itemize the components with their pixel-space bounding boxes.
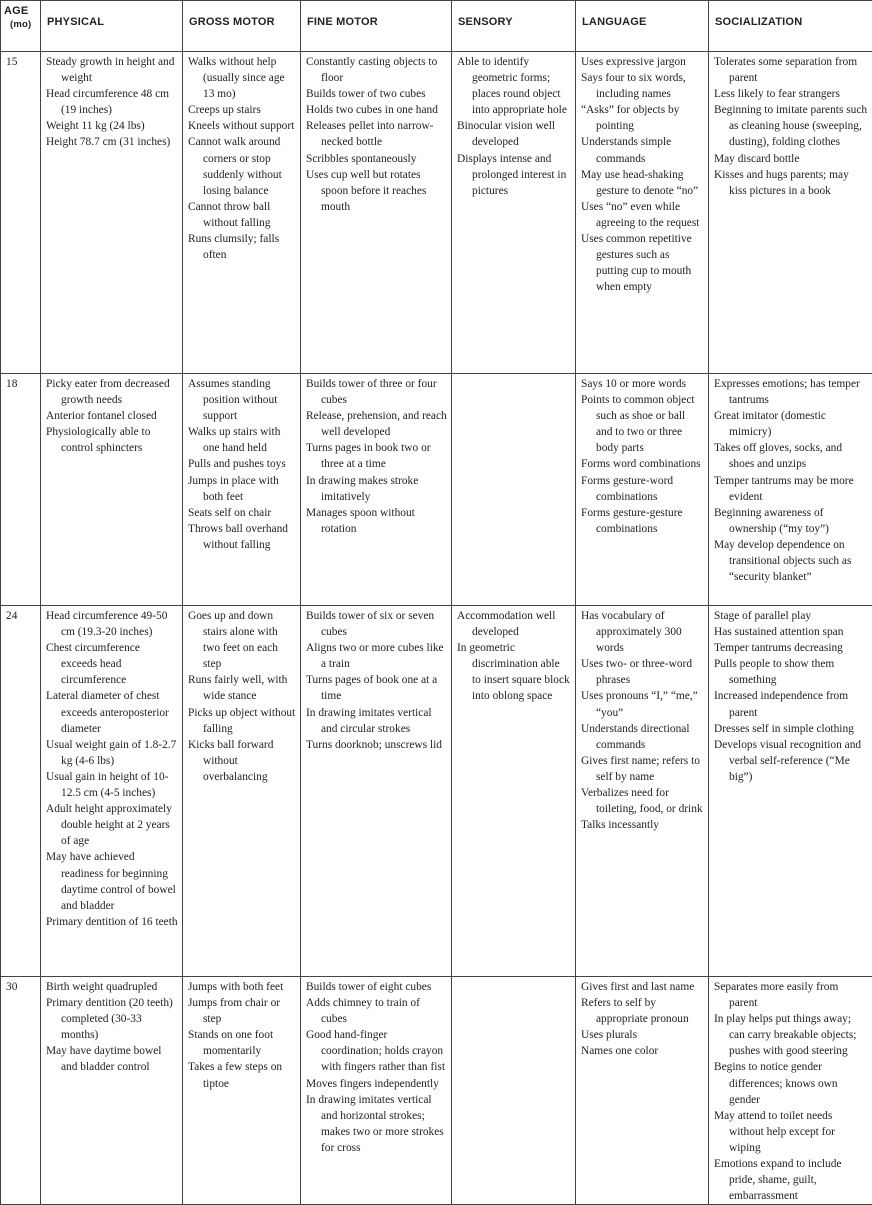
- header-age-label: AGE: [4, 5, 28, 17]
- socialization-cell: [709, 977, 872, 1205]
- list-item: Adult height approximately double height at 2 years of age: [46, 801, 178, 849]
- list-item: Release, prehension, and reach well developed: [306, 408, 447, 440]
- list-item: Head circumference 49-50 cm (19.3-20 inches): [46, 608, 178, 640]
- list-item: In drawing makes stroke imitatively: [306, 473, 447, 505]
- list-item: Great imitator (domestic mimicry): [714, 408, 868, 440]
- list-item: Forms gesture-gesture combinations: [581, 505, 704, 537]
- list-item: Manages spoon without rotation: [306, 505, 447, 537]
- list-item: Names one color: [581, 1043, 704, 1059]
- list-item: Stands on one foot momentarily: [188, 1027, 296, 1059]
- list-item: Throws ball overhand without falling: [188, 521, 296, 553]
- list-item: Uses expressive jargon: [581, 54, 704, 70]
- list-item: Accommodation well developed: [457, 608, 571, 640]
- list-item: Steady growth in height and weight: [46, 54, 178, 86]
- socialization-cell: [709, 52, 872, 374]
- list-item: Forms gesture-word combinations: [581, 473, 704, 505]
- list-item: Kisses and hugs parents; may kiss pictures in a book: [714, 167, 868, 199]
- age-cell: 30: [1, 977, 41, 1205]
- list-item: In drawing imitates vertical and circular strokes: [306, 705, 447, 737]
- list-item: Constantly casting objects to floor: [306, 54, 447, 86]
- header-physical: PHYSICAL: [41, 1, 183, 52]
- fine-motor-cell: [301, 977, 452, 1205]
- list-item: Primary dentition of 16 teeth: [46, 914, 178, 930]
- list-item: Jumps with both feet: [188, 979, 296, 995]
- header-age-unit: (mo): [4, 18, 36, 31]
- list-item: Builds tower of six or seven cubes: [306, 608, 447, 640]
- table-body: [1, 52, 872, 1205]
- fine-motor-cell: [301, 606, 452, 977]
- list-item: Stage of parallel play: [714, 608, 868, 624]
- list-item: In geometric discrimination able to insert square block into oblong space: [457, 640, 571, 704]
- header-gross-motor: GROSS MOTOR: [183, 1, 301, 52]
- list-item: Binocular vision well developed: [457, 118, 571, 150]
- list-item: Picks up object without falling: [188, 705, 296, 737]
- gross-motor-cell: [183, 374, 301, 606]
- list-item: In drawing imitates vertical and horizontal strokes; makes two or more strokes for cross: [306, 1092, 447, 1156]
- list-item: Displays intense and prolonged interest in pictures: [457, 151, 571, 199]
- list-item: Usual weight gain of 1.8-2.7 kg (4-6 lbs): [46, 737, 178, 769]
- language-cell: [576, 606, 709, 977]
- fine-motor-cell: [301, 52, 452, 374]
- list-item: Chest circumference exceeds head circumference: [46, 640, 178, 688]
- list-item: Says 10 or more words: [581, 376, 704, 392]
- language-cell: [576, 977, 709, 1205]
- list-item: May have daytime bowel and bladder control: [46, 1043, 178, 1075]
- list-item: Aligns two or more cubes like a train: [306, 640, 447, 672]
- language-cell: [576, 374, 709, 606]
- sensory-cell: [452, 606, 576, 977]
- list-item: Beginning to imitate parents such as cleaning house (sweeping, dusting), folding clothes: [714, 102, 868, 150]
- list-item: Kicks ball forward without overbalancing: [188, 737, 296, 785]
- list-item: Good hand-finger coordination; holds crayon with fingers rather than fist: [306, 1027, 447, 1075]
- list-item: Builds tower of two cubes: [306, 86, 447, 102]
- list-item: Uses “no” even while agreeing to the request: [581, 199, 704, 231]
- header-row: [1, 1, 872, 52]
- list-item: Uses two- or three-word phrases: [581, 656, 704, 688]
- physical-cell: [41, 977, 183, 1205]
- list-item: May attend to toilet needs without help except for wiping: [714, 1108, 868, 1156]
- table-row: [1, 606, 872, 977]
- list-item: Has sustained attention span: [714, 624, 868, 640]
- list-item: Physiologically able to control sphincters: [46, 424, 178, 456]
- list-item: Has vocabulary of approximately 300 words: [581, 608, 704, 656]
- list-item: Seats self on chair: [188, 505, 296, 521]
- list-item: Emotions expand to include pride, shame, guilt, embarrassment: [714, 1156, 868, 1204]
- list-item: Expresses emotions; has temper tantrums: [714, 376, 868, 408]
- list-item: Temper tantrums may be more evident: [714, 473, 868, 505]
- list-item: In play helps put things away; can carry breakable objects; pushes with good steering: [714, 1011, 868, 1059]
- socialization-cell: [709, 606, 872, 977]
- list-item: Anterior fontanel closed: [46, 408, 178, 424]
- list-item: Runs fairly well, with wide stance: [188, 672, 296, 704]
- list-item: Gives first name; refers to self by name: [581, 753, 704, 785]
- list-item: Moves fingers independently: [306, 1076, 447, 1092]
- age-cell: 18: [1, 374, 41, 606]
- list-item: Creeps up stairs: [188, 102, 296, 118]
- sensory-cell: [452, 977, 576, 1205]
- list-item: May discard bottle: [714, 151, 868, 167]
- list-item: Height 78.7 cm (31 inches): [46, 134, 178, 150]
- list-item: Temper tantrums decreasing: [714, 640, 868, 656]
- list-item: Takes a few steps on tiptoe: [188, 1059, 296, 1091]
- sensory-cell: [452, 374, 576, 606]
- header-fine-motor: FINE MOTOR: [301, 1, 452, 52]
- list-item: Birth weight quadrupled: [46, 979, 178, 995]
- list-item: Uses plurals: [581, 1027, 704, 1043]
- list-item: Forms word combinations: [581, 456, 704, 472]
- list-item: Turns pages in book two or three at a time: [306, 440, 447, 472]
- list-item: Runs clumsily; falls often: [188, 231, 296, 263]
- list-item: Weight 11 kg (24 lbs): [46, 118, 178, 134]
- list-item: Takes off gloves, socks, and shoes and unzips: [714, 440, 868, 472]
- list-item: Walks without help (usually since age 13 mo): [188, 54, 296, 102]
- list-item: Less likely to fear strangers: [714, 86, 868, 102]
- list-item: May have achieved readiness for beginning daytime control of bowel and bladder: [46, 849, 178, 913]
- age-cell: 24: [1, 606, 41, 977]
- list-item: Head circumference 48 cm (19 inches): [46, 86, 178, 118]
- list-item: May use head-shaking gesture to denote “no”: [581, 167, 704, 199]
- table-row: [1, 52, 872, 374]
- list-item: Primary dentition (20 teeth) completed (30-33 months): [46, 995, 178, 1043]
- list-item: Usual gain in height of 10-12.5 cm (4-5 inches): [46, 769, 178, 801]
- list-item: Kneels without support: [188, 118, 296, 134]
- list-item: Turns doorknob; unscrews lid: [306, 737, 447, 753]
- fine-motor-cell: [301, 374, 452, 606]
- sensory-cell: [452, 52, 576, 374]
- list-item: Holds two cubes in one hand: [306, 102, 447, 118]
- list-item: Understands directional commands: [581, 721, 704, 753]
- list-item: Pulls people to show them something: [714, 656, 868, 688]
- header-socialization: SOCIALIZATION: [709, 1, 872, 52]
- list-item: Talks incessantly: [581, 817, 704, 833]
- list-item: Builds tower of three or four cubes: [306, 376, 447, 408]
- list-item: Dresses self in simple clothing: [714, 721, 868, 737]
- list-item: Begins to notice gender differences; knows own gender: [714, 1059, 868, 1107]
- header-age: [1, 1, 41, 52]
- physical-cell: [41, 52, 183, 374]
- list-item: Pulls and pushes toys: [188, 456, 296, 472]
- list-item: Jumps in place with both feet: [188, 473, 296, 505]
- list-item: Increased independence from parent: [714, 688, 868, 720]
- list-item: Adds chimney to train of cubes: [306, 995, 447, 1027]
- list-item: “Asks” for objects by pointing: [581, 102, 704, 134]
- gross-motor-cell: [183, 606, 301, 977]
- age-cell: 15: [1, 52, 41, 374]
- header-language: LANGUAGE: [576, 1, 709, 52]
- list-item: Able to identify geometric forms; places round object into appropriate hole: [457, 54, 571, 118]
- gross-motor-cell: [183, 977, 301, 1205]
- socialization-cell: [709, 374, 872, 606]
- list-item: Lateral diameter of chest exceeds anteroposterior diameter: [46, 688, 178, 736]
- list-item: Says four to six words, including names: [581, 70, 704, 102]
- list-item: Tolerates some separation from parent: [714, 54, 868, 86]
- list-item: Uses cup well but rotates spoon before it reaches mouth: [306, 167, 447, 215]
- list-item: Walks up stairs with one hand held: [188, 424, 296, 456]
- list-item: Releases pellet into narrow-necked bottle: [306, 118, 447, 150]
- list-item: Refers to self by appropriate pronoun: [581, 995, 704, 1027]
- gross-motor-cell: [183, 52, 301, 374]
- list-item: May develop dependence on transitional objects such as “security blanket”: [714, 537, 868, 585]
- list-item: Verbalizes need for toileting, food, or drink: [581, 785, 704, 817]
- list-item: Scribbles spontaneously: [306, 151, 447, 167]
- physical-cell: [41, 606, 183, 977]
- list-item: Understands simple commands: [581, 134, 704, 166]
- list-item: Cannot throw ball without falling: [188, 199, 296, 231]
- list-item: Beginning awareness of ownership (“my toy”): [714, 505, 868, 537]
- list-item: Jumps from chair or step: [188, 995, 296, 1027]
- list-item: Develops visual recognition and verbal self-reference (“Me big”): [714, 737, 868, 785]
- table-row: [1, 374, 872, 606]
- list-item: Uses pronouns “I,” “me,” “you”: [581, 688, 704, 720]
- list-item: Goes up and down stairs alone with two feet on each step: [188, 608, 296, 672]
- list-item: Builds tower of eight cubes: [306, 979, 447, 995]
- list-item: Points to common object such as shoe or ball and to two or three body parts: [581, 392, 704, 456]
- list-item: Picky eater from decreased growth needs: [46, 376, 178, 408]
- list-item: Turns pages of book one at a time: [306, 672, 447, 704]
- list-item: Assumes standing position without support: [188, 376, 296, 424]
- list-item: Cannot walk around corners or stop suddenly without losing balance: [188, 134, 296, 198]
- physical-cell: [41, 374, 183, 606]
- list-item: Uses common repetitive gestures such as putting cup to mouth when empty: [581, 231, 704, 295]
- table-row: [1, 977, 872, 1205]
- header-sensory: SENSORY: [452, 1, 576, 52]
- list-item: Gives first and last name: [581, 979, 704, 995]
- language-cell: [576, 52, 709, 374]
- list-item: Separates more easily from parent: [714, 979, 868, 1011]
